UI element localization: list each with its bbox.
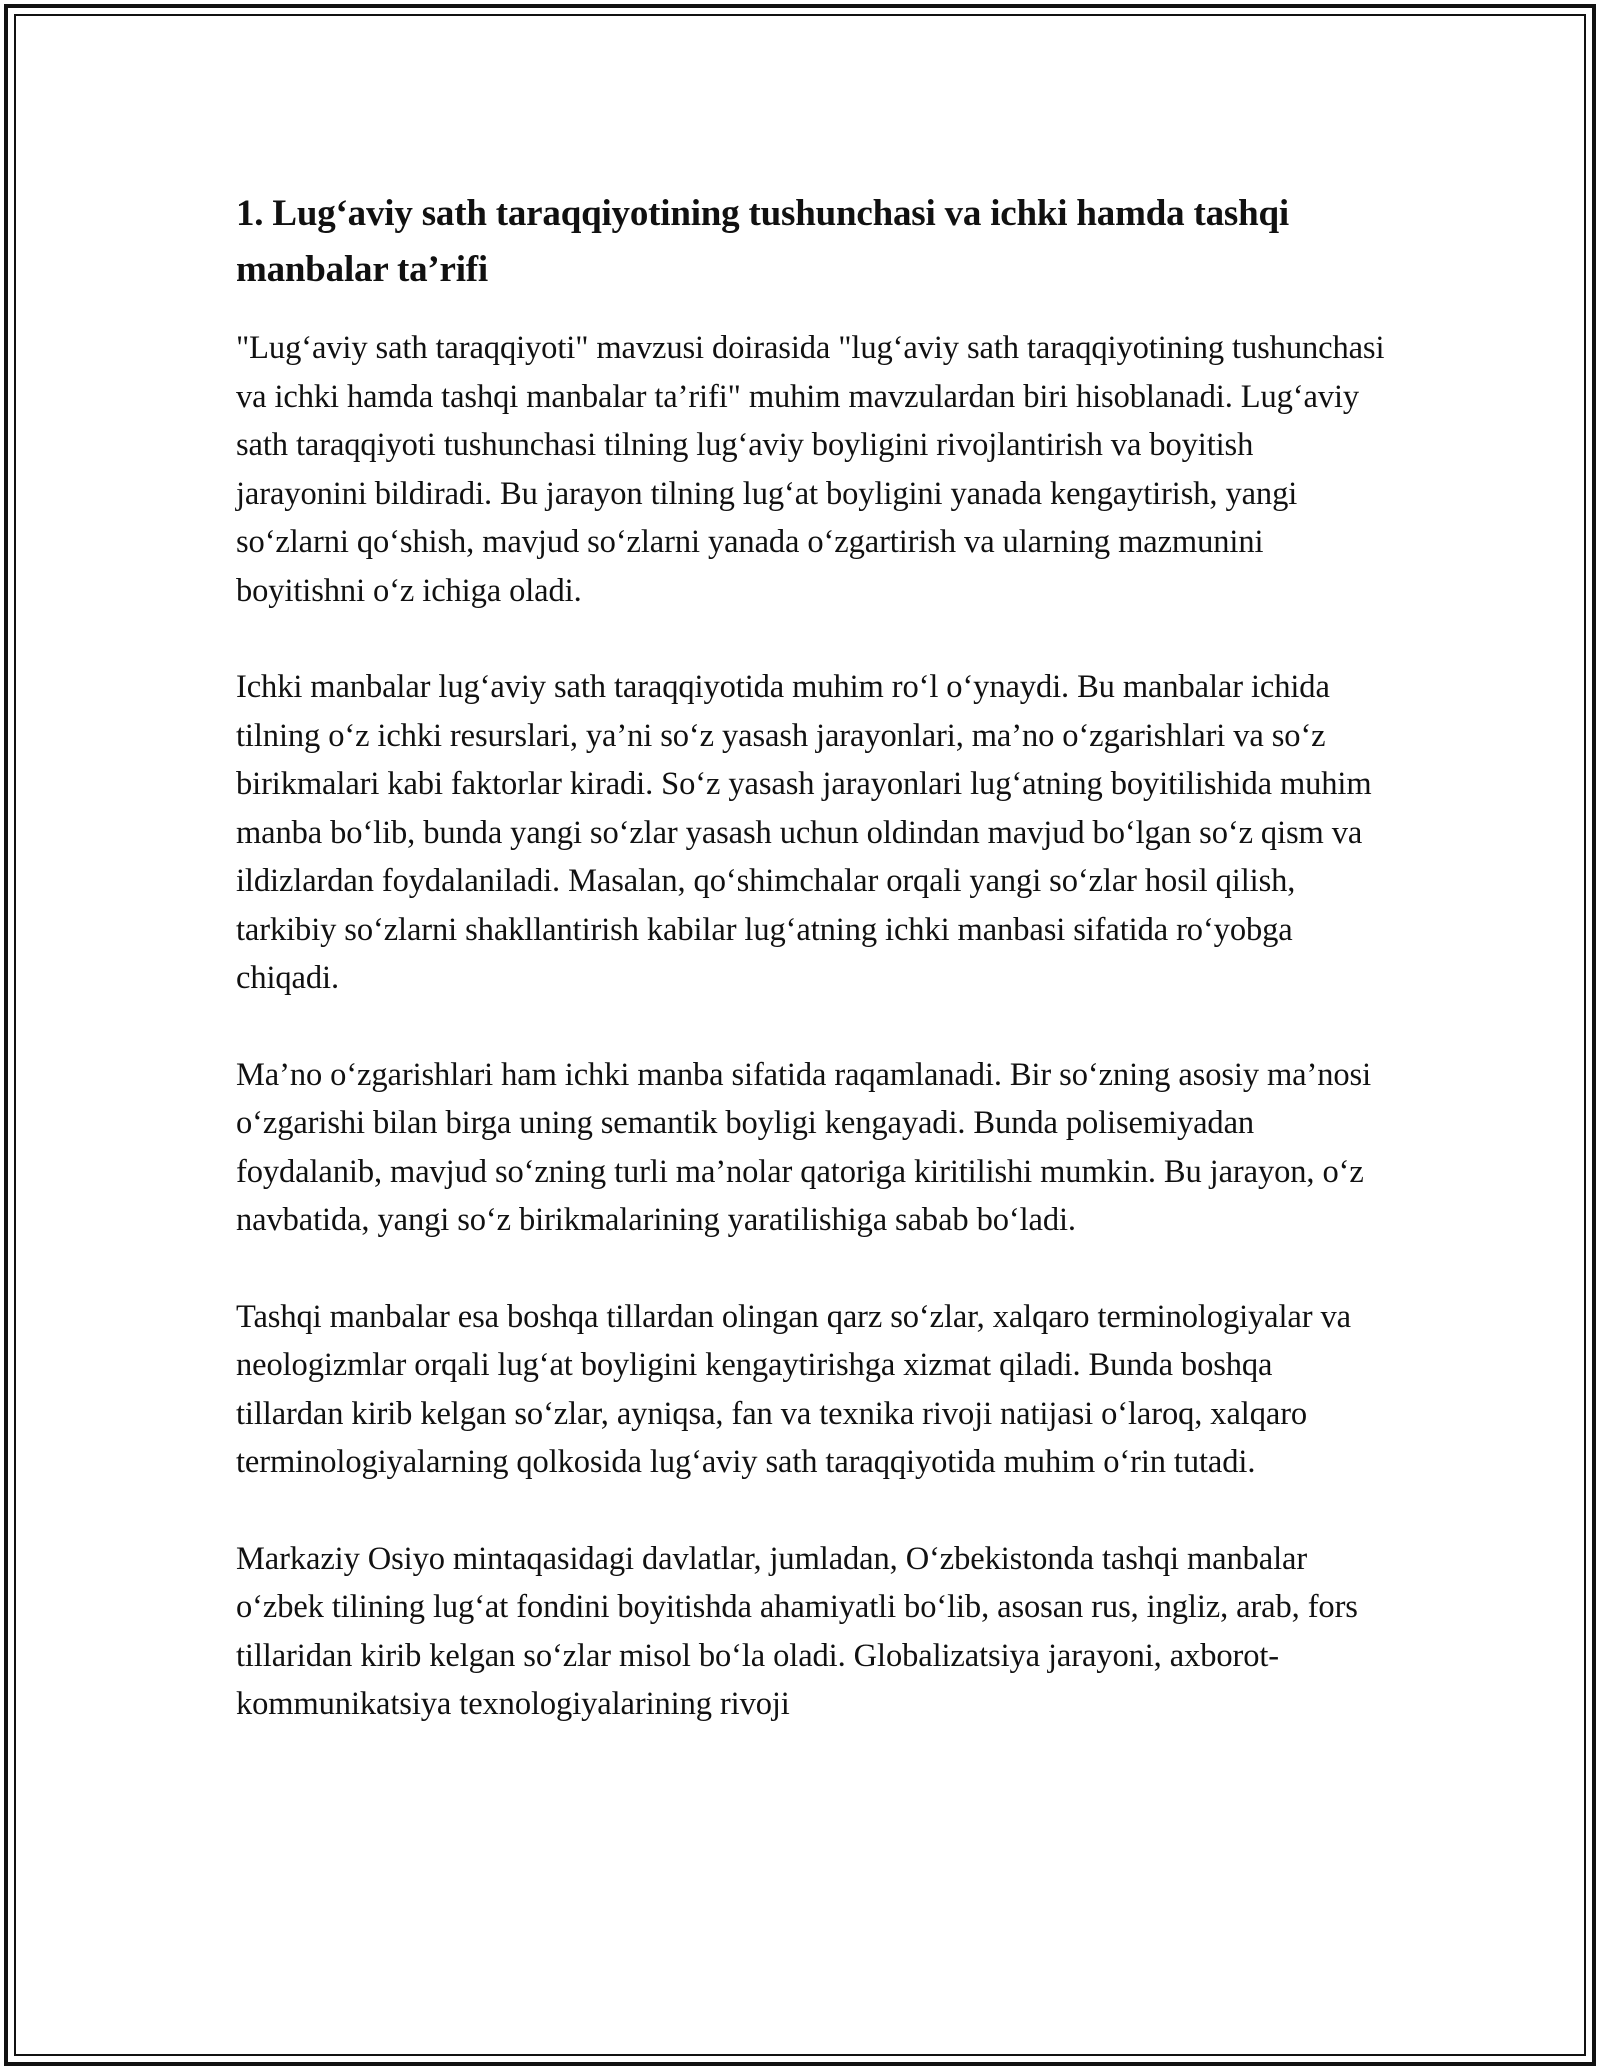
paragraph-intro: "Lug‘aviy sath taraqqiyoti" mavzusi doirasida "lug‘aviy sath taraqqiyotining tushunchasi va ichki hamda tashqi manbalar ta’rifi" muhim mavzulardan biri hisoblanadi. Lug‘aviy sath taraqqiyoti tushunchasi tilning lug‘aviy boyligini rivojlantirish va boyitish jarayonini bildiradi. Bu jarayon tilning lug‘at boyligini yanada kengaytirish, yangi so‘zlarni qo‘shish, mavjud so‘zlarni yanada o‘zgartirish va ularning mazmunini boyitishni o‘z ichiga oladi. [236, 330, 1385, 609]
section-heading: 1. Lug‘aviy sath taraqqiyotining tushunchasi va ichki hamda tashqi manbalar ta’rifi [236, 193, 1289, 290]
paragraph-meaning-changes: Ma’no o‘zgarishlari ham ichki manba sifatida raqamlanadi. Bir so‘zning asosiy ma’nosi o‘zgarishi bilan birga uning semantik boyligi kengayadi. Bunda polisemiyadan foydalanib, mavjud so‘zning turli ma’nolar qatoriga kiritilishi mumkin. Bu jarayon, o‘z navbatida, yangi so‘z birikmalarining yaratilishiga sabab bo‘ladi. [236, 1056, 1371, 1238]
paragraph-internal-sources: Ichki manbalar lug‘aviy sath taraqqiyotida muhim ro‘l o‘ynaydi. Bu manbalar ichida tilning o‘z ichki resurslari, ya’ni so‘z yasash jarayonlari, ma’no o‘zgarishlari va so‘z birikmalari kabi faktorlar kiradi. So‘z yasash jarayonlari lug‘atning boyitilishida muhim manba bo‘lib, bunda yangi so‘zlar yasash uchun oldindan mavjud bo‘lgan so‘z qism va ildizlardan foydalaniladi. Masalan, qo‘shimchalar orqali yangi so‘zlar hosil qilish, tarkibiy so‘zlarni shakllantirish kabilar lug‘atning ichki manbasi sifatida ro‘yobga chiqadi. [236, 669, 1372, 996]
document-body [236, 186, 1386, 1729]
paragraph-external-sources: Tashqi manbalar esa boshqa tillardan olingan qarz so‘zlar, xalqaro terminologiyalar va neologizmlar orqali lug‘at boyligini kengaytirishga xizmat qiladi. Bunda boshqa tillardan kirib kelgan so‘zlar, ayniqsa, fan va texnika rivoji natijasi o‘laroq, xalqaro terminologiyalarning qolkosida lug‘aviy sath taraqqiyotida muhim o‘rin tutadi. [236, 1298, 1351, 1480]
paragraph-central-asia: Markaziy Osiyo mintaqasidagi davlatlar, jumladan, O‘zbekistonda tashqi manbalar o‘zbek tilining lug‘at fondini boyitishda ahamiyatli bo‘lib, asosan rus, ingliz, arab, fors tillaridan kirib kelgan so‘zlar misol bo‘la oladi. Globalizatsiya jarayoni, axborot-kommunikatsiya texnologiyalarining rivoji [236, 1540, 1358, 1722]
